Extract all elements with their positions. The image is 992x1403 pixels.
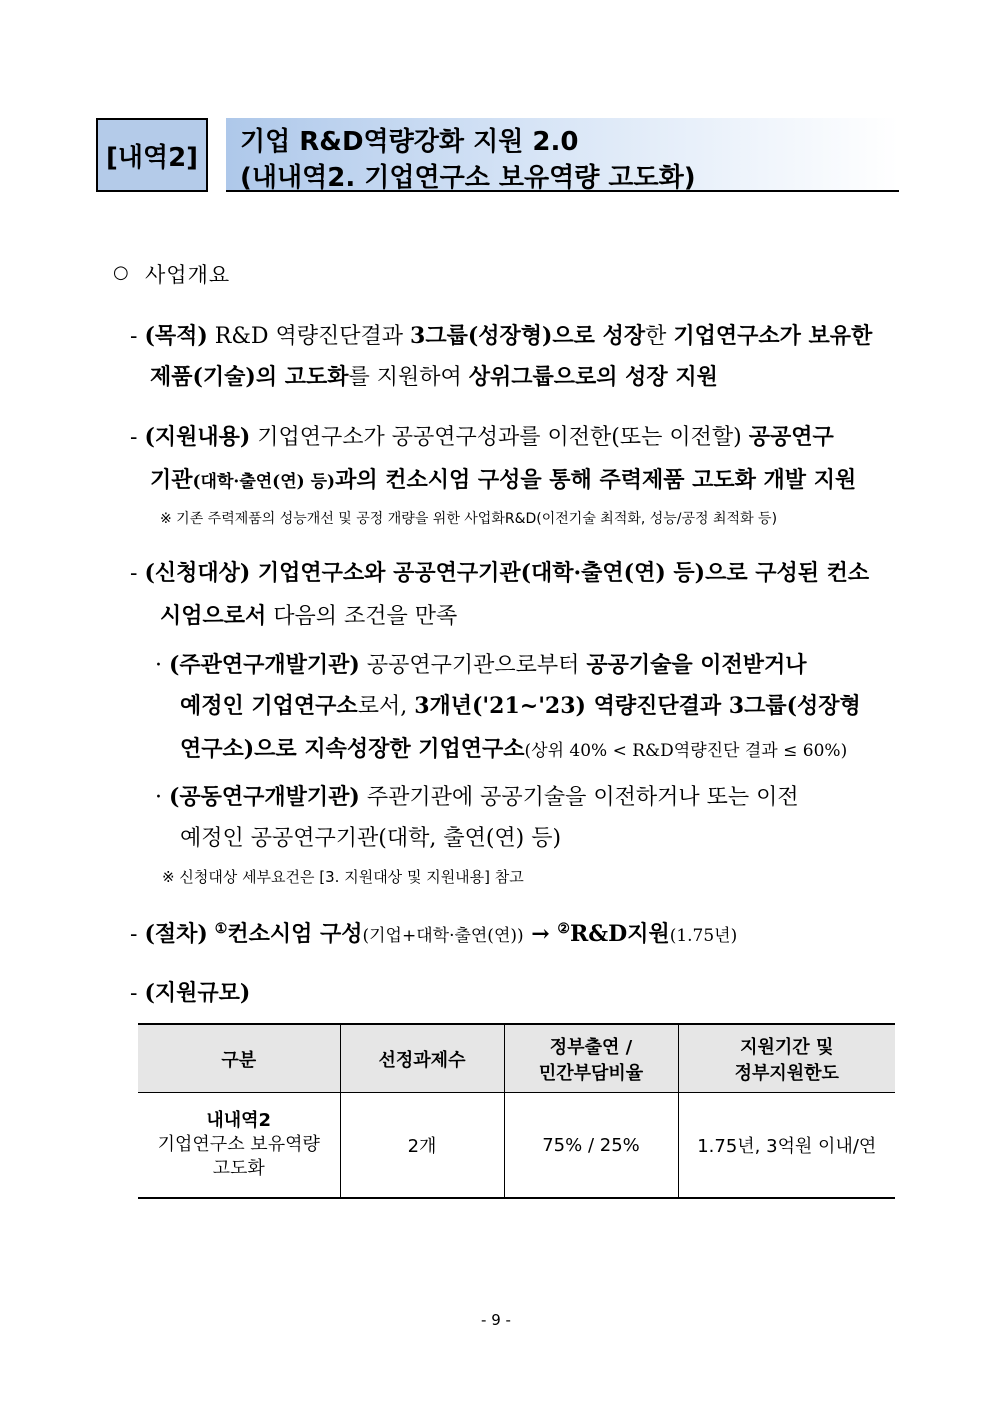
lead-line3 <box>180 732 847 763</box>
text: 기업연구소가 공공연구성과를 이전한(또는 이전할) <box>250 425 749 450</box>
purpose-line2 <box>150 360 718 391</box>
co-label: (공동연구개발기관) <box>169 784 360 810</box>
arrow: → <box>523 921 558 947</box>
step1: 컨소시엄 구성 <box>227 921 363 947</box>
scale-line <box>130 976 250 1007</box>
text: (상위 40% < R&D역량진단 결과 ≤ 60%) <box>524 741 848 761</box>
text: 주관기관에 공공기술을 이전하거나 또는 이전 <box>359 785 799 810</box>
text: 예정인 공공연구기관(대학, 출연(연) 등) <box>180 826 562 851</box>
text: 공공기술을 이전받거나 <box>586 652 807 678</box>
text: 공공연구 <box>748 424 834 450</box>
dash: - <box>130 425 138 450</box>
page-number: - 9 - <box>481 1311 511 1329</box>
header-period: 지원기간 및 정부지원한도 <box>678 1024 895 1093</box>
co-line2 <box>180 821 561 852</box>
text: (대학·출연(연) 등) <box>192 472 336 492</box>
section-tag: [내역2] <box>96 118 208 192</box>
text: 로서, <box>357 694 415 719</box>
target-line2 <box>160 599 457 630</box>
overview-bullet: ○ <box>113 262 129 283</box>
text: R&D 역량진단결과 <box>207 324 411 349</box>
dash: - <box>130 324 138 349</box>
text: 를 지원하여 <box>348 365 469 390</box>
text: 상위그룹으로의 성장 지원 <box>468 364 718 390</box>
lead-line2 <box>180 689 861 720</box>
cell-period: 1.75년, 3억원 이내/연 <box>678 1093 895 1199</box>
target-line1 <box>130 556 869 587</box>
text: 한 <box>645 324 674 349</box>
dash: - <box>130 561 138 586</box>
purpose-line1 <box>130 319 872 350</box>
cell-ratio: 75% / 25% <box>504 1093 678 1199</box>
header-ratio: 정부출연 / 민간부담비율 <box>504 1024 678 1093</box>
procedure-label: (절차) <box>144 921 208 947</box>
cell-category: 내내역2 기업연구소 보유역량 고도화 <box>138 1093 340 1199</box>
support-line2 <box>150 463 856 494</box>
purpose-label: (목적) <box>144 323 208 349</box>
step2-detail: (1.75년) <box>669 926 738 946</box>
support-note: ※ 기존 주력제품의 성능개선 및 공정 개량을 위한 사업화R&D(이전기술 최적화, 성능/공정 최적화 등) <box>160 511 778 527</box>
lead-label: (주관연구개발기관) <box>169 652 360 678</box>
co-line1 <box>155 780 799 811</box>
support-line1 <box>130 420 834 451</box>
text: 공공연구기관으로부터 <box>359 653 587 678</box>
step1-detail: (기업+대학·출연(연)) <box>362 926 524 946</box>
header-category: 구분 <box>138 1024 340 1093</box>
support-label: (지원내용) <box>144 424 251 450</box>
circled-2: ② <box>557 921 570 937</box>
header-count: 선정과제수 <box>340 1024 504 1093</box>
overview-heading: 사업개요 <box>145 263 231 287</box>
dash: - <box>130 922 138 947</box>
text: 기관 <box>150 467 193 493</box>
step2: R&D지원 <box>569 921 670 947</box>
lead-line1 <box>155 648 807 679</box>
circled-1: ① <box>214 921 228 937</box>
target-label: (신청대상) <box>144 560 251 586</box>
scale-label: (지원규모) <box>144 980 251 1006</box>
dot: · <box>155 653 162 678</box>
section-title-line1: 기업 R&D역량강화 지원 2.0 <box>240 127 579 157</box>
cell-count: 2개 <box>340 1093 504 1199</box>
section-title-line2: (내내역2. 기업연구소 보유역량 고도화) <box>240 163 696 193</box>
text: 과의 컨소시엄 구성을 통해 주력제품 고도화 개발 지원 <box>335 467 857 493</box>
text: 예정인 기업연구소 <box>180 693 358 719</box>
dash: - <box>130 981 138 1006</box>
text: 연구소)으로 지속성장한 기업연구소 <box>180 736 525 762</box>
table-row <box>138 1093 895 1199</box>
text: 다음의 조건을 만족 <box>266 604 458 629</box>
table-header-row <box>138 1024 895 1093</box>
text: 제품(기술)의 고도화 <box>150 364 349 390</box>
support-scale-table <box>138 1023 895 1199</box>
text: 3그룹(성장형)으로 성장 <box>410 323 646 349</box>
text: 기업연구소가 보유한 <box>673 323 873 349</box>
text: 3개년('21~'23) 역량진단결과 3그룹(성장형 <box>414 693 861 719</box>
text: 시엄으로서 <box>160 603 267 629</box>
target-note: ※ 신청대상 세부요건은 [3. 지원대상 및 지원내용] 참고 <box>162 868 524 886</box>
dot: · <box>155 785 162 810</box>
text: 기업연구소와 공공연구기관(대학·출연(연) 등)으로 구성된 컨소 <box>250 560 870 586</box>
procedure-line <box>130 917 737 948</box>
